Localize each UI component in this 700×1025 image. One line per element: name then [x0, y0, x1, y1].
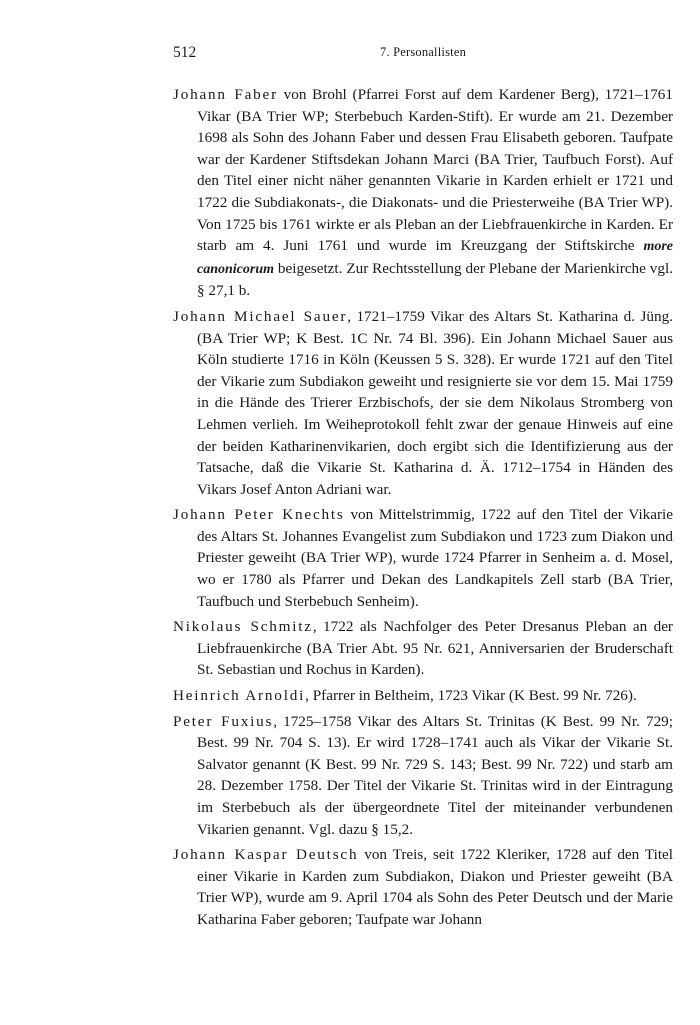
entry-heinrich-arnoldi: [173, 685, 673, 707]
page-number: 512: [173, 44, 197, 61]
main-text: [173, 84, 673, 935]
entry-body-end: beigesetzt. Zur Rechtsstellung der Plebane der Marienkirche vgl. § 27,1 b.: [197, 259, 673, 300]
entry-johann-faber: [173, 84, 673, 302]
entry-johann-michael-sauer: [173, 306, 673, 500]
entry-body: von Mittelstrimmig, 1722 auf den Titel der Vikarie des Altars St. Johannes Evangelist zum Subdiakon und 1723 zum Diakon und Priester geweiht (BA Trier WP), wurde 1724 Pfarrer in Senheim a. d. Mosel, wo er 1780 als Pfarrer und Dekan des Landkapitels Zell starb (BA Trier, Taufbuch und Sterbebuch Senheim).: [197, 506, 674, 610]
entry-peter-fuxius: [173, 711, 673, 841]
entry-emphasis: more canonicorum: [197, 239, 673, 277]
entry-body: , 1721–1759 Vikar des Altars St. Katharina d. Jüng. (BA Trier WP; K Best. 1C Nr. 74 Bl. 396). Ein Johann Michael Sauer aus Köln studierte 1716 in Köln (Keussen 5 S. 328). Er wurde 1721 auf den Titel der Vikarie zum Subdiakon geweiht und resignierte sie vor dem 15. Mai 1759 in die Hände des Trierer Erzbischofs, der sie dem Nikolaus Stromberg von Lehmen verlieh. Im Weiheprotokoll fehlt zwar der genaue Hinweis auf eine der beiden Katharinenvikarien, doch ergibt sich die Identifizierung aus der Tatsache, daß die Vikarie St. Katharina d. Ä. 1712–1754 in Händen des Vikars Josef Anton Adriani war.: [197, 307, 673, 498]
page-header: [173, 44, 673, 66]
entry-johann-peter-knechts: [173, 504, 673, 612]
entry-body: , Pfarrer in Beltheim, 1723 Vikar (K Best. 99 Nr. 726).: [305, 687, 637, 705]
entry-body: von Brohl (Pfarrei Forst auf dem Kardener Berg), 1721–1761 Vikar (BA Trier WP; Sterbebuch Karden-Stift). Er wurde am 21. Dezember 1698 als Sohn des Johann Faber und dessen Frau Elisabeth geboren. Taufpate war der Kardener Stiftsdekan Johann Marci (BA Trier, Taufbuch Forst). Auf den Titel einer nicht näher genannten Vikarie in Karden erhielt er 1721 und 1722 die Subdiakonats-, die Diakonats- und die Priesterweihe (BA Trier WP). Von 1725 bis 1761 wirkte er als Pleban an der Liebfrauenkirche in Karden. Er starb am 4. Juni 1761 und wurde im Kreuzgang der Stiftskirche: [197, 86, 673, 255]
running-title: 7. Personallisten: [379, 45, 467, 59]
entry-name: Johann Kaspar Deutsch: [173, 846, 359, 864]
entry-name: Nikolaus Schmitz: [173, 618, 313, 636]
entry-body: , 1725–1758 Vikar des Altars St. Trinitas (K Best. 99 Nr. 729; Best. 99 Nr. 704 S. 13). Er wird 1728–1741 auch als Vikar der Vikarie St. Salvator genannt (K Best. 99 Nr. 729 S. 143; Best. 99 Nr. 722) und starb am 28. Dezember 1758. Der Titel der Vikarie St. Trinitas wird in der Eintragung im Sterbebuch als der übergeordnete Titel der miteinander verbundenen Vikarien genannt. Vgl. dazu § 15,2.: [197, 712, 673, 838]
entry-name: Peter Fuxius: [173, 712, 274, 730]
entry-name: Heinrich Arnoldi: [173, 687, 306, 705]
entry-name: Johann Peter Knechts: [173, 506, 345, 524]
entry-name: Johann Michael Sauer: [173, 307, 348, 325]
entry-name: Johann Faber: [173, 86, 278, 103]
entry-johann-kaspar-deutsch: [173, 844, 673, 930]
entry-nikolaus-schmitz: [173, 616, 673, 681]
entry-body: , 1722 als Nachfolger des Peter Dresanus Pleban an der Liebfrauenkirche (BA Trier Abt. 95 Nr. 621, Anniversarien der Bruderschaft St. Sebastian und Rochus in Karden).: [197, 618, 673, 679]
entry-body: von Treis, seit 1722 Kleriker, 1728 auf den Titel einer Vikarie in Karden zum Subdiakon, Diakon und Priester geweiht (BA Trier WP), wurde am 9. April 1704 als Sohn des Peter Deutsch und der Marie Katharina Faber geboren; Taufpate war Johann: [197, 846, 673, 928]
